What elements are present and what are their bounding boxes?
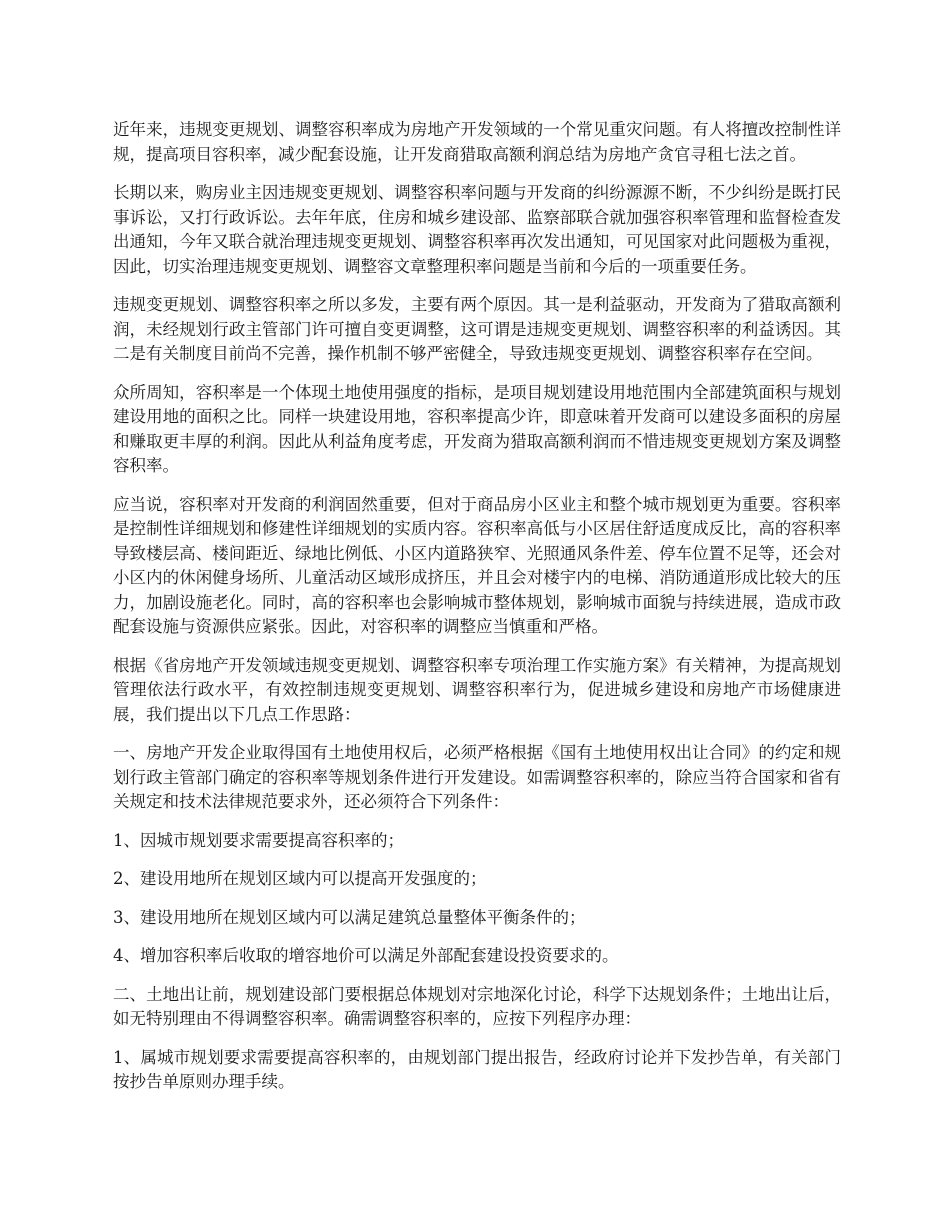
- paragraph-basis: 根据《省房地产开发领域违规变更规划、调整容积率专项治理工作实施方案》有关精神，为提高规划管理依法行政水平，有效控制违规变更规划、调整容积率行为，促进城乡建设和房地产市场健康进展，我们提出以下几点工作思路：: [113, 655, 841, 724]
- paragraph-section-one: 一、房地产开发企业取得国有土地使用权后，必须严格根据《国有土地使用权出让合同》的约定和规划行政主管部门确定的容积率等规划条件进行开发建设。如需调整容积率的，除应当符合国家和省有关规定和技术法律规范要求外，还必须符合下列条件：: [113, 743, 841, 811]
- paragraph-importance: 应当说，容积率对开发商的利润固然重要，但对于商品房小区业主和整个城市规划更为重要。容积率是控制性详细规划和修建性详细规划的实质内容。容积率高低与小区居住舒适度成反比，高的容积率导致楼层高、楼间距近、绿地比例低、小区内道路狭窄、光照通风条件差、停车位置不足等，还会对小区内的休闲健身场所、儿童活动区域形成挤压，并且会对楼宇内的电梯、消防通道形成比较大的压力，加剧设施老化。同时，高的容积率也会影响城市整体规划，影响城市面貌与持续进展，造成市政配套设施与资源供应紧张。因此，对容积率的调整应当慎重和严格。: [113, 494, 841, 636]
- paragraph-disputes: 长期以来，购房业主因违规变更规划、调整容积率问题与开发商的纠纷源源不断，不少纠纷是既打民事诉讼，又打行政诉讼。去年年底，住房和城乡建设部、监察部联合就加强容积率管理和监督检查发出通知，今年又联合就治理违规变更规划、调整容积率再次发出通知，可见国家对此问题极为重视，因此，切实治理违规变更规划、调整容文章整理积率问题是当前和今后的一项重要任务。: [113, 183, 841, 276]
- paragraph-section-two: 二、土地出让前，规划建设部门要根据总体规划对宗地深化讨论，科学下达规划条件；土地出让后，如无特别理由不得调整容积率。确需调整容积率的，应按下列程序办理：: [113, 984, 841, 1028]
- list-item-condition-4: 4、增加容积率后收取的增容地价可以满足外部配套建设投资要求的。: [113, 946, 619, 965]
- paragraph-causes: 违规变更规划、调整容积率之所以多发，主要有两个原因。其一是利益驱动，开发商为了猎取高额利润，未经规划行政主管部门许可擅自变更调整，这可谓是违规变更规划、调整容积率的利益诱因。其二是有关制度目前尚不完善，操作机制不够严密健全，导致违规变更规划、调整容积率存在空间。: [113, 295, 841, 363]
- list-item-condition-2: 2、建设用地所在规划区域内可以提高开发强度的；: [113, 869, 487, 888]
- list-item-condition-3: 3、建设用地所在规划区域内可以满足建筑总量整体平衡条件的；: [113, 907, 586, 927]
- paragraph-definition: 众所周知，容积率是一个体现土地使用强度的指标，是项目规划建设用地范围内全部建筑面积与规划建设用地的面积之比。同样一块建设用地，容积率提高少许，即意味着开发商可以建设多面积的房屋和赚取更丰厚的利润。因此从利益角度考虑，开发商为猎取高额利润而不惜违规变更规划方案及调整容积率。: [113, 382, 841, 475]
- document-body: [113, 118, 841, 1109]
- list-item-procedure-1: 1、属城市规划要求需要提高容积率的，由规划部门提出报告，经政府讨论并下发抄告单，有关部门按抄告单原则办理手续。: [113, 1047, 841, 1091]
- list-item-condition-1: 1、因城市规划要求需要提高容积率的；: [113, 830, 404, 850]
- paragraph-intro: 近年来，违规变更规划、调整容积率成为房地产开发领域的一个常见重灾问题。有人将擅改控制性详规，提高项目容积率，减少配套设施，让开发商猎取高额利润总结为房地产贪官寻租七法之首。: [113, 120, 841, 164]
